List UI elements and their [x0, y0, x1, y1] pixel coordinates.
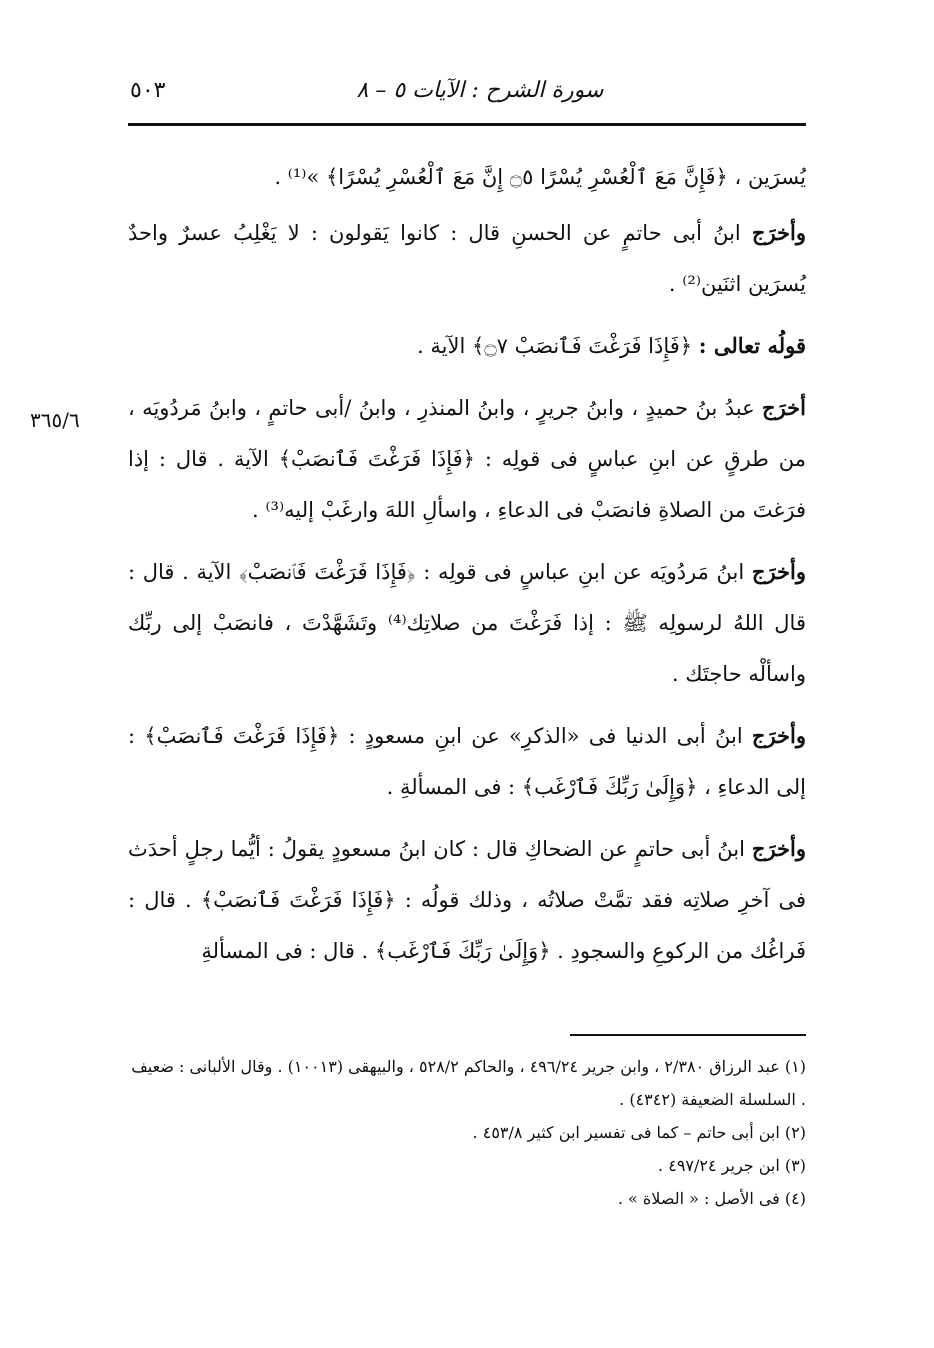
- footnotes: [128, 1050, 806, 1215]
- paragraph-text: ﴿فَإِذَا فَرَغْتَ فَٱنصَبْ ۝٧﴾ الآية .: [417, 334, 699, 358]
- footnote: (٤) فى الأصل : « الصلاة » .: [617, 1189, 806, 1208]
- running-title: سورة الشرح : الآيات ٥ – ٨: [356, 78, 604, 103]
- paragraph-lead: وأخرَج: [751, 220, 806, 245]
- paragraph: [128, 152, 806, 203]
- paragraph-lead: أخرَج: [762, 395, 806, 420]
- paragraph-lead: وأخرَج: [751, 836, 806, 861]
- paragraph: [128, 823, 806, 977]
- margin-reference: ٣٦٥/٦: [30, 408, 80, 432]
- paragraph-lead: وأخرَج: [751, 559, 806, 584]
- main-text: [128, 152, 806, 987]
- page-header: [130, 78, 805, 114]
- footnote-rule: [570, 1034, 806, 1036]
- paragraph-text: ابنُ مَردُويَه عن ابنِ عباسٍ فى قولِه : ﴿فَإِذَا فَرَغْتَ فَٱنصَبْ﴾ الآية . قال : قال اللهُ لرسولِه ﷺ : إذا فَرَغْتَ من صلاتِك⁽⁴⁾ وتَشَهَّدْتَ ، فانصَبْ إلى ربِّك واسألْه حاجتَك .: [128, 560, 806, 686]
- paragraph-lead: وأخرَج: [751, 723, 806, 748]
- header-rule: [128, 123, 806, 126]
- page-number: ٥٠٣: [130, 78, 166, 103]
- paragraph: [128, 546, 806, 700]
- paragraph-lead: قولُه تعالى :: [698, 333, 806, 358]
- paragraph: [128, 382, 806, 536]
- footnote: (١) عبد الرزاق ٢/٣٨٠ ، وابن جرير ٤٩٦/٢٤ ، والحاكم ٥٢٨/٢ ، والبيهقى (١٠٠١٣) . وقال الألبانى : ضعيف . السلسلة الضعيفة (٤٣٤٢) .: [131, 1057, 806, 1109]
- paragraph-text: ابنُ أبى الدنيا فى «الذكرِ» عن ابنِ مسعودٍ : ﴿فَإِذَا فَرَغْتَ فَٱنصَبْ﴾ : إلى الدعاءِ ، ﴿وَإِلَىٰ رَبِّكَ فَٱرْغَب﴾ : فى المسألةِ .: [128, 724, 806, 799]
- paragraph-text: يُسرَين ، ﴿فَإِنَّ مَعَ ٱلْعُسْرِ يُسْرًا ۝٥ إِنَّ مَعَ ٱلْعُسْرِ يُسْرًا﴾ »⁽¹⁾ .: [274, 165, 806, 189]
- paragraph: [128, 207, 806, 310]
- paragraph-text: ابنُ أبى حاتمٍ عن الضحاكِ قال : كان ابنُ مسعودٍ يقولُ : أيُّما رجلٍ أحدَث فى آخرِ صلاتِه فقد تمَّتْ صلاتُه ، وذلك قولُه : ﴿فَإِذَا فَرَغْتَ فَٱنصَبْ﴾ . قال : فَراغُك من الركوعِ والسجودِ . ﴿وَإِلَىٰ رَبِّكَ فَٱرْغَب﴾ . قال : فى المسألةِ: [128, 837, 806, 963]
- paragraph-text: عبدُ بنُ حميدٍ ، وابنُ جريرٍ ، وابنُ المنذرِ ، وابنُ /أبى حاتمٍ ، وابنُ مَردُويَه ، من طرقٍ عن ابنِ عباسٍ فى قولِه : ﴿فَإِذَا فَرَغْتَ فَٱنصَبْ﴾ الآية . قال : إذا فرَغتَ من الصلاةِ فانصَبْ فى الدعاءِ ، واسألِ اللهَ وارغَبْ إليه⁽³⁾ .: [128, 396, 806, 522]
- paragraph: [128, 710, 806, 813]
- paragraph-text: ابنُ أبى حاتمٍ عن الحسنِ قال : كانوا يَقولون : لا يَغْلِبُ عسرٌ واحدٌ يُسرَين اثنَين⁽²⁾ .: [128, 221, 806, 296]
- paragraph: [128, 320, 806, 372]
- footnote: (٣) ابن جرير ٤٩٧/٢٤ .: [658, 1156, 806, 1175]
- footnote: (٢) ابن أبى حاتم – كما فى تفسير ابن كثير ٤٥٣/٨ .: [472, 1123, 806, 1142]
